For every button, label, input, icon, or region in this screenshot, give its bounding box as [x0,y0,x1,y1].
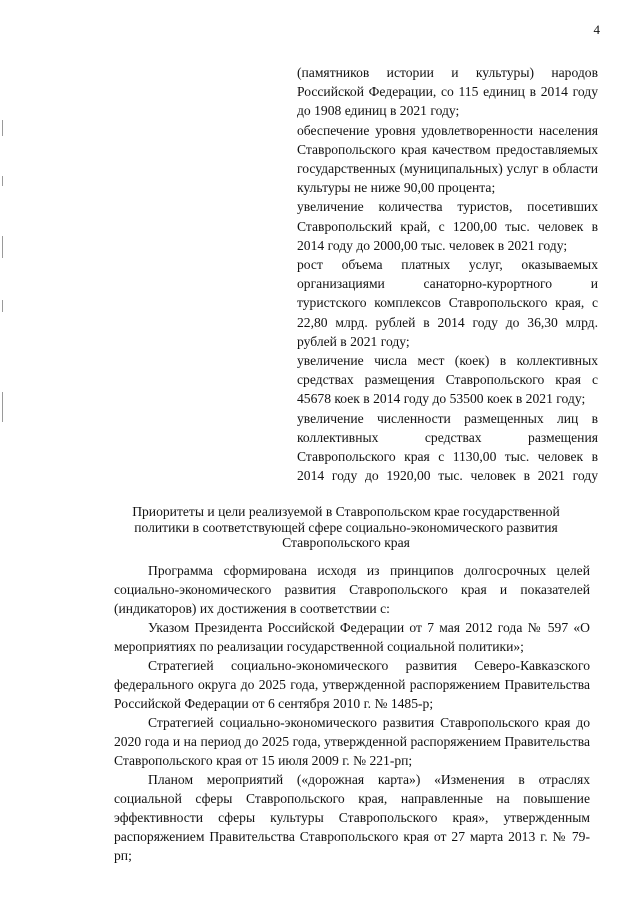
indicator-item: (памятников истории и культуры) народов Российской Федерации, со 115 единиц в 2014 году до 1908 единиц в 2021 году; [297,65,598,119]
heading-line: Приоритеты и цели реализуемой в Ставропольском крае государственной [132,504,560,519]
indicator-item: увеличение количества туристов, посетивших Ставропольский край, с 1200,00 тыс. человек в 2014 году до 2000,00 тыс. человек в 2021 году; [297,199,598,253]
heading-line: Ставропольского края [282,535,410,550]
indicator-item: обеспечение уровня удовлетворенности населения Ставропольского края качеством предоставляемых государственных (муниципальных) услуг в области культуры не ниже 90,00 процента; [297,122,598,196]
body-paragraph: Программа сформирована исходя из принципов долгосрочных целей социально-экономического развития Ставропольского края и показателей (индикаторов) их достижения в соответствии с: [114,563,590,616]
indicator-item: рост объема платных услуг, оказываемых организациями санаторно-курортного и туристского комплексов Ставропольского края, с 22,80 млрд. рублей в 2014 году до 36,30 млрд. рублей в 2021 году; [297,257,598,349]
body-paragraph: Указом Президента Российской Федерации от 7 мая 2012 года № 597 «О мероприятиях по реализации государственной социальной политики»; [114,620,590,654]
body-paragraph: Планом мероприятий («дорожная карта») «Изменения в отраслях социальной сферы Ставропольского края, направленные на повышение эффективности сферы культуры Ставропольского края», утвержденным распоряжением Правительства Ставропольского края от 27 марта 2013 г. № 79-рп; [114,772,590,863]
section-heading [108,504,584,551]
body-text [114,561,590,865]
heading-line: политики в соответствующей сфере социально-экономического развития [134,519,558,535]
indicator-item: увеличение числа мест (коек) в коллективных средствах размещения Ставропольского края с 45678 коек в 2014 году до 53500 коек в 2021 году; [297,353,598,407]
page-number: 4 [593,22,600,37]
indicator-item: увеличение численности размещенных лиц в коллективных средствах размещения Ставропольского края с 1130,00 тыс. человек в 2014 году до 1920,00 тыс. человек в 2021 году [297,410,598,484]
body-paragraph: Стратегией социально-экономического развития Северо-Кавказского федерального округа до 2025 года, утвержденной распоряжением Правительства Российской Федерации от 6 сентября 2010 г. № 1485-р; [114,658,590,711]
scan-edge-marks [0,0,6,905]
target-indicators-block [297,63,598,485]
body-paragraph: Стратегией социально-экономического развития Ставропольского края до 2020 года и на период до 2025 года, утвержденной распоряжением Правительства Ставропольского края от 15 июля 2009 г. № 221-рп; [114,715,590,768]
